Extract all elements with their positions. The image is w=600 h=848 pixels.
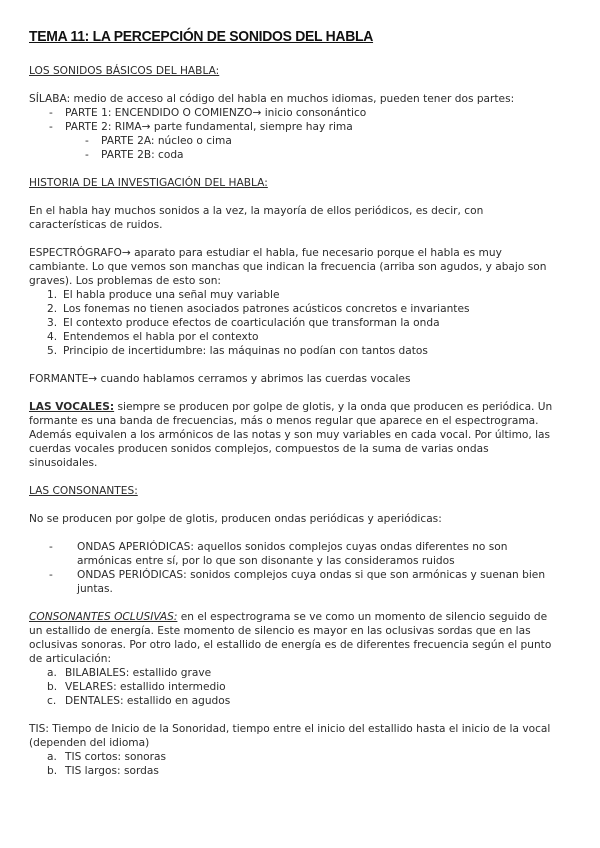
list-item [29, 750, 560, 764]
list-item [29, 302, 560, 316]
list-item-text: El contexto produce efectos de coarticulación que transforman la onda [63, 317, 440, 329]
list-item: - PARTE 2B: coda [29, 148, 560, 162]
list-marker: a. [47, 667, 57, 679]
formante-paragraph: FORMANTE→ cuando hablamos cerramos y abrimos las cuerdas vocales [29, 373, 411, 385]
silaba-parts-list [29, 106, 560, 134]
oclusivas-label: CONSONANTES OCLUSIVAS: [29, 611, 178, 623]
tis-list [29, 750, 560, 778]
oclusivas-text: en el espectrograma se ve como un momento de silencio seguido de un estallido de energía. Este momento de silencio es mayor en las oclusivas sordas que en las oclusivas sonoras. Por otro lado, el estallido de energía es de diferentes frecuencia según el punto de articulación: [29, 611, 552, 665]
problems-list [29, 288, 560, 358]
list-item [29, 694, 560, 708]
list-item: - ONDAS PERIÓDICAS: sonidos complejos cuya ondas si que son armónicas y suenan bien juntas. [29, 568, 560, 596]
list-item [29, 316, 560, 330]
section-heading-historia: HISTORIA DE LA INVESTIGACIÓN DEL HABLA: [29, 177, 268, 189]
list-item-text: TIS cortos: sonoras [65, 751, 167, 763]
list-item [29, 666, 560, 680]
ondas-list [29, 540, 560, 596]
list-marker: a. [47, 751, 57, 763]
list-item-text: Entendemos el habla por el contexto [63, 331, 259, 343]
list-item [29, 344, 560, 358]
oclusivas-paragraph [29, 610, 560, 666]
vocales-paragraph [29, 400, 560, 470]
list-marker: c. [47, 695, 57, 707]
list-item: - ONDAS APERIÓDICAS: aquellos sonidos complejos cuyas ondas diferentes no son armónicas entre sí, por lo que son disonante y las consideramos ruidos [29, 540, 560, 568]
list-item: - PARTE 1: ENCENDIDO O COMIENZO→ inicio consonántico [29, 106, 560, 120]
vocales-label: LAS VOCALES: [29, 401, 115, 413]
list-item-text: VELARES: estallido intermedio [65, 681, 226, 693]
list-item: - PARTE 2: RIMA→ parte fundamental, siempre hay rima [29, 120, 560, 134]
list-item: - PARTE 2A: núcleo o cima [29, 134, 560, 148]
vocales-text: siempre se producen por golpe de glotis, y la onda que producen es periódica. Un formante es una banda de frecuencias, más o menos regular que aparece en el espectrograma. Además equivalen a los armónicos de las notas y son muy variables en cada vocal. Por último, las cuerdas vocales producen sonidos complejos, compuestos de la suma de varias ondas sinusoidales. [29, 401, 553, 469]
list-marker: 4. [47, 331, 58, 343]
list-item-text: El habla produce una señal muy variable [63, 289, 280, 301]
section-heading-sonidos-basicos: LOS SONIDOS BÁSICOS DEL HABLA: [29, 65, 220, 77]
list-marker: 1. [47, 289, 58, 301]
historia-intro-paragraph: En el habla hay muchos sonidos a la vez, la mayoría de ellos periódicos, es decir, con características de ruidos. [29, 205, 484, 231]
list-item-text: Los fonemas no tienen asociados patrones acústicos concretos e invariantes [63, 303, 470, 315]
oclusivas-list [29, 666, 560, 708]
section-heading-consonantes: LAS CONSONANTES: [29, 485, 138, 497]
list-marker: b. [47, 681, 58, 693]
list-marker: 5. [47, 345, 58, 357]
list-item-text: DENTALES: estallido en agudos [65, 695, 231, 707]
list-item [29, 288, 560, 302]
list-item-text: BILABIALES: estallido grave [65, 667, 212, 679]
espectrografo-paragraph: ESPECTRÓGRAFO→ aparato para estudiar el habla, fue necesario porque el habla es muy cambiante. Lo que vemos son manchas que indican la frecuencia (arriba son agudos, y abajo son graves). Los problemas de esto son: [29, 247, 547, 287]
list-item-text: Principio de incertidumbre: las máquinas no podían con tantos datos [63, 345, 428, 357]
tis-paragraph: TIS: Tiempo de Inicio de la Sonoridad, tiempo entre el inicio del estallido hasta el inicio de la vocal (dependen del idioma) [29, 723, 551, 749]
rima-subparts-list [29, 134, 560, 162]
list-item [29, 764, 560, 778]
list-marker: 3. [47, 317, 58, 329]
page-title: TEMA 11: LA PERCEPCIÓN DE SONIDOS DEL HABLA [29, 28, 374, 45]
silaba-paragraph: SÍLABA: medio de acceso al código del habla en muchos idiomas, pueden tener dos partes: [29, 93, 515, 105]
list-item [29, 680, 560, 694]
consonantes-intro-paragraph: No se producen por golpe de glotis, producen ondas periódicas y aperiódicas: [29, 513, 442, 525]
list-marker: 2. [47, 303, 58, 315]
list-item [29, 330, 560, 344]
list-item-text: TIS largos: sordas [65, 765, 159, 777]
list-marker: b. [47, 765, 58, 777]
